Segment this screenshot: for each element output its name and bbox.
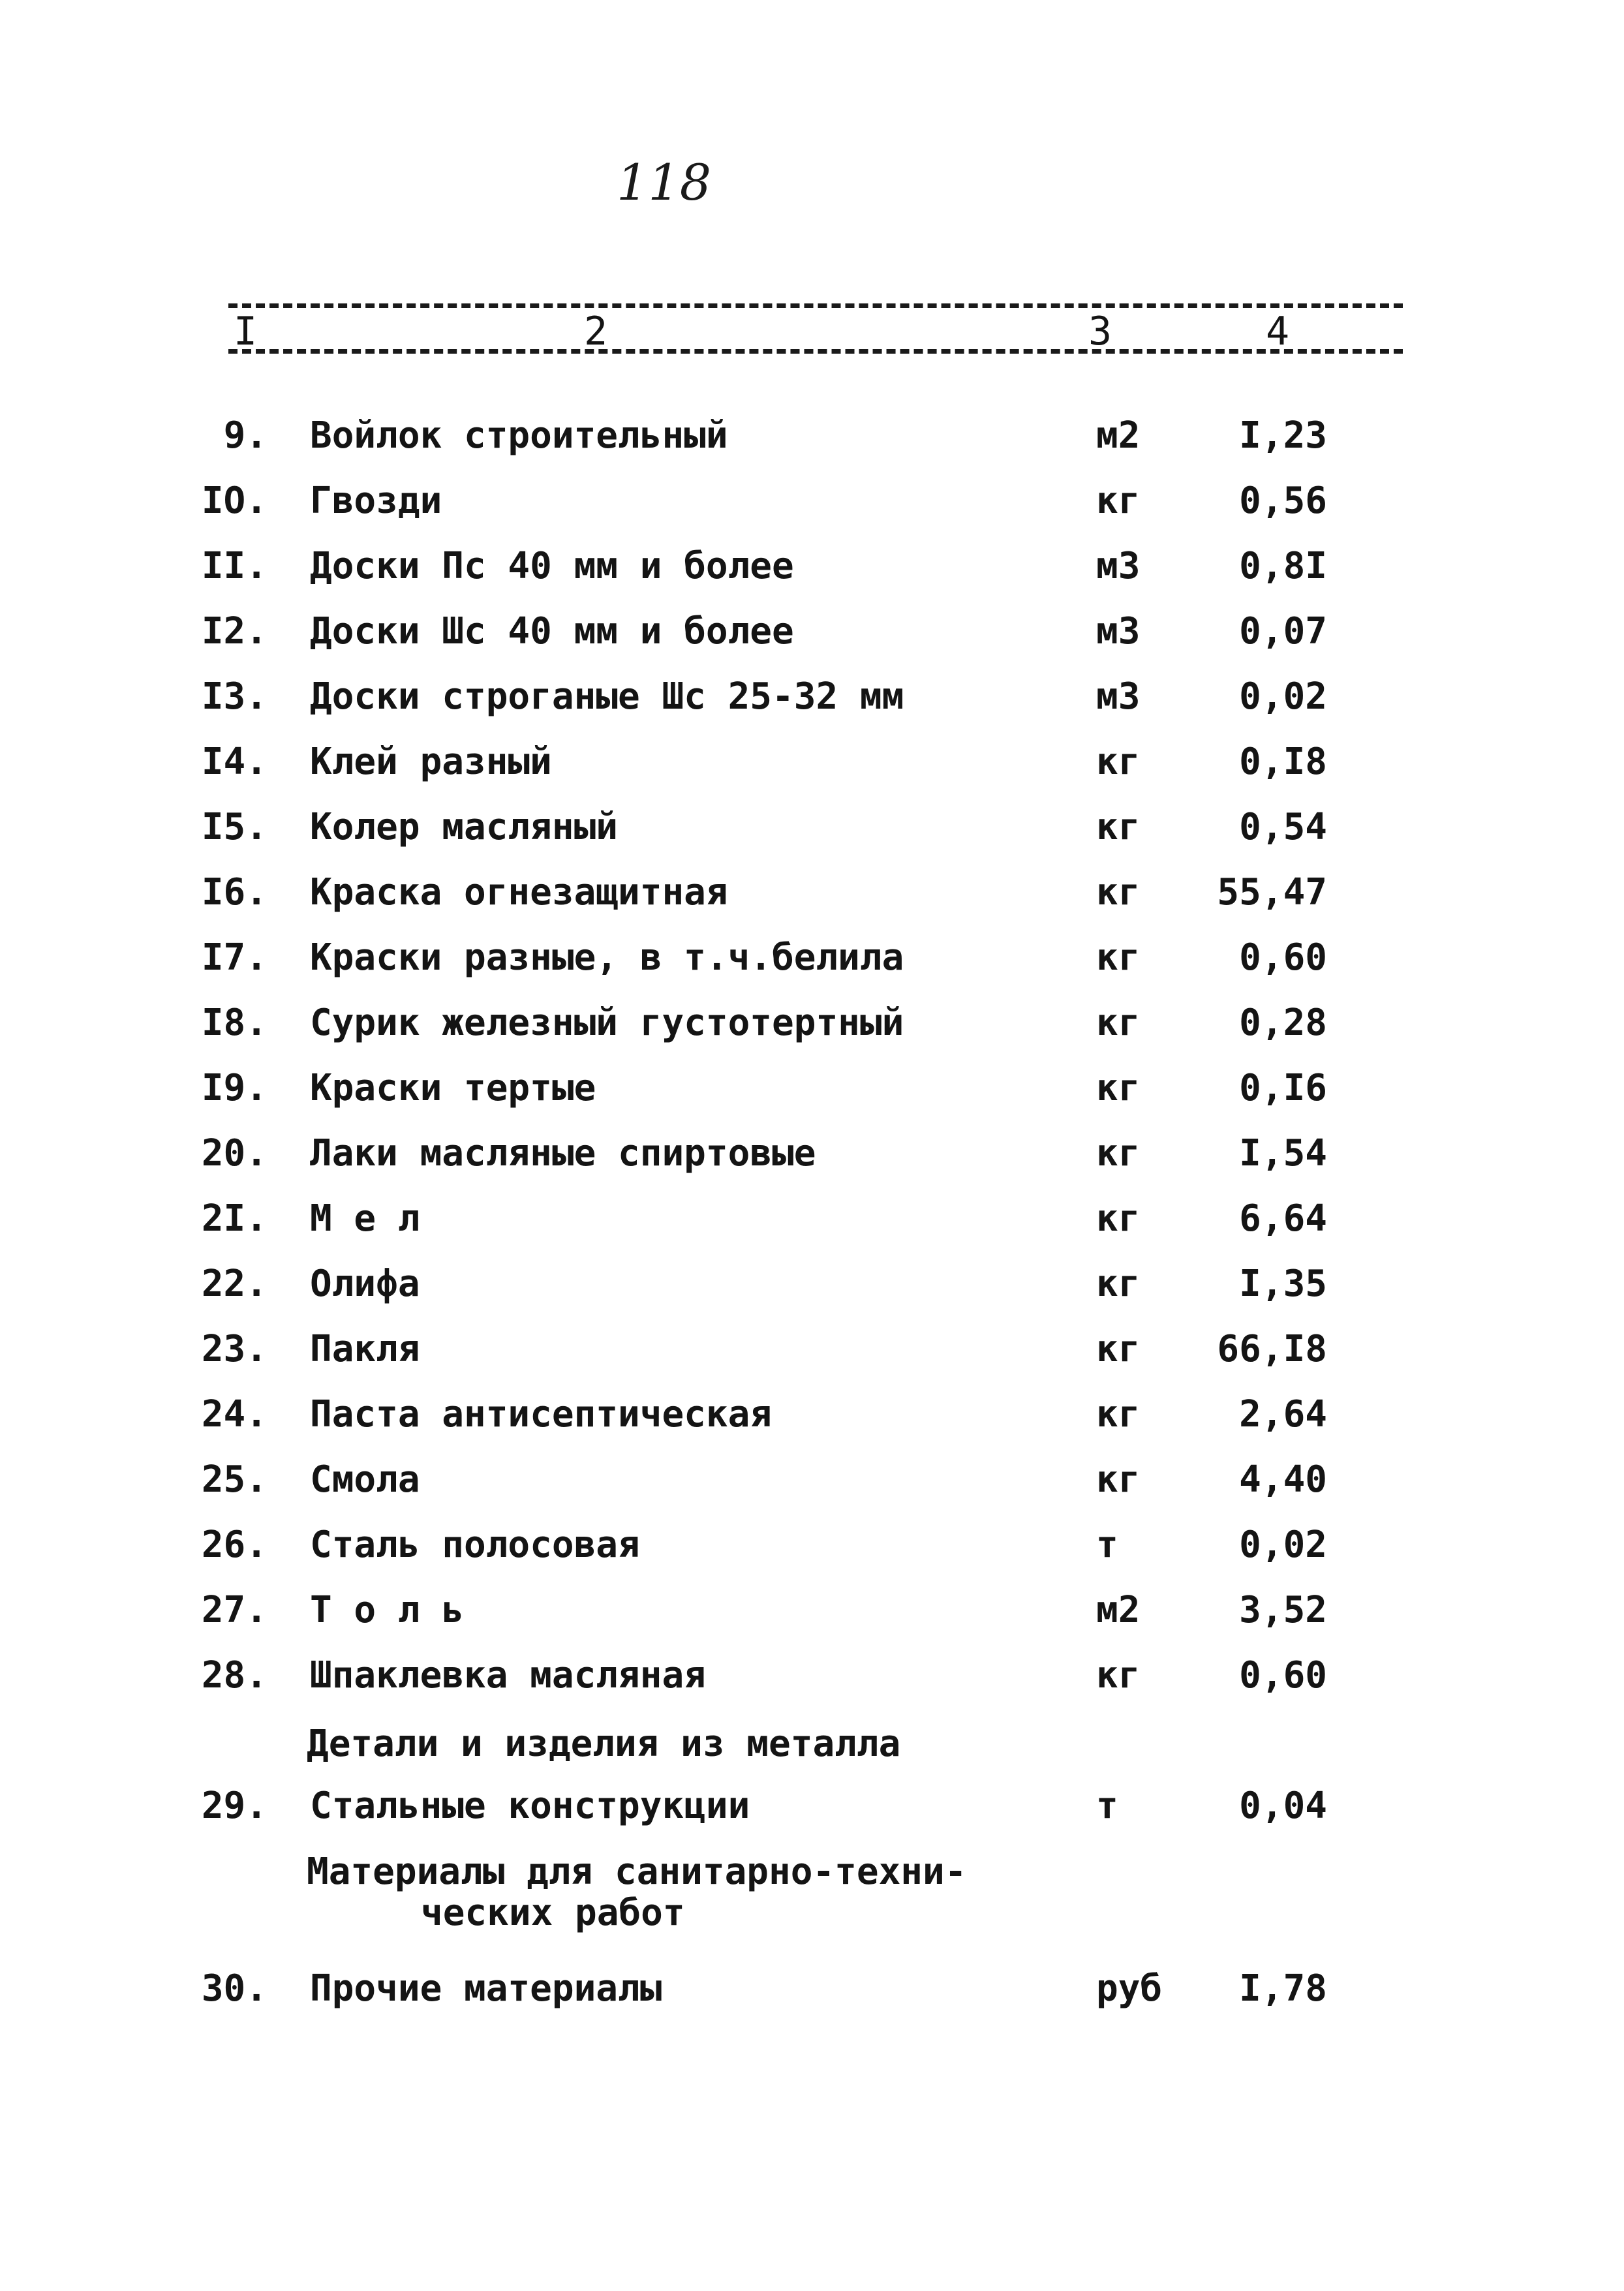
section-heading-sanitary [307,1852,966,1933]
row-quantity: 0,60 [1239,936,1327,979]
table-row [0,1002,1624,1057]
row-material-name: Пакля [310,1328,420,1370]
row-quantity: 0,I6 [1239,1067,1327,1109]
row-unit: м2 [1096,1589,1141,1631]
row-quantity: 55,47 [1217,871,1327,914]
row-number: I3. [201,675,268,718]
row-quantity: I,54 [1239,1132,1327,1175]
row-number: 25. [201,1458,268,1501]
table-row [0,610,1624,666]
row-quantity: I,23 [1239,414,1327,457]
row-material-name: Гвозди [310,480,442,522]
row-material-name: Сурик железный густотертный [310,1002,904,1044]
row-number: 30. [201,1967,268,2010]
row-quantity: 0,54 [1239,806,1327,848]
table-row [0,871,1624,927]
table-row [0,675,1624,731]
row-material-name: Т о л ь [310,1589,465,1631]
row-unit: кг [1096,1393,1141,1436]
row-unit: кг [1096,741,1141,783]
row-number: 23. [201,1328,268,1370]
table-row [0,480,1624,535]
table-row [0,1197,1624,1253]
row-material-name: Лаки масляные спиртовые [310,1132,816,1175]
row-number: 2I. [201,1197,268,1240]
section-heading-metal: Детали и изделия из металла [307,1723,901,1765]
row-unit: руб [1096,1967,1163,2010]
table-row [0,1589,1624,1644]
table-row [0,936,1624,992]
row-number: I2. [201,610,268,653]
row-quantity: 3,52 [1239,1589,1327,1631]
section-heading-line: Материалы для санитарно-техни- [307,1851,967,1893]
row-number: I8. [201,1002,268,1044]
row-material-name: Стальные конструкции [310,1785,750,1827]
row-quantity: 0,02 [1239,675,1327,718]
row-number: I9. [201,1067,268,1109]
row-material-name: Краски разные, в т.ч.белила [310,936,904,979]
column-header-4: 4 [1266,309,1290,354]
row-material-name: Олифа [310,1263,420,1305]
row-material-name: Доски строганые Шс 25-32 мм [310,675,904,718]
row-quantity: 2,64 [1239,1393,1327,1436]
row-quantity: 66,I8 [1217,1328,1327,1370]
table-row [0,1132,1624,1188]
row-quantity: I,78 [1239,1967,1327,2010]
row-number: 26. [201,1524,268,1566]
row-quantity: 0,02 [1239,1524,1327,1566]
row-material-name: Войлок строительный [310,414,728,457]
row-unit: м3 [1096,545,1141,587]
row-quantity: 0,8I [1239,545,1327,587]
table-row [0,1458,1624,1514]
row-quantity: 6,64 [1239,1197,1327,1240]
row-number: 20. [201,1132,268,1175]
row-material-name: Доски Шс 40 мм и более [310,610,794,653]
row-number: 24. [201,1393,268,1436]
row-unit: кг [1096,1002,1141,1044]
table-row [0,1524,1624,1579]
row-unit: кг [1096,806,1141,848]
row-unit: кг [1096,936,1141,979]
table-row [0,1967,1624,2023]
row-unit: кг [1096,1263,1141,1305]
row-unit: м3 [1096,675,1141,718]
row-quantity: 0,28 [1239,1002,1327,1044]
row-quantity: 0,60 [1239,1654,1327,1697]
row-unit: кг [1096,871,1141,914]
row-material-name: Паста антисептическая [310,1393,773,1436]
row-number: I7. [201,936,268,979]
row-unit: кг [1096,1458,1141,1501]
row-number: 29. [201,1785,268,1827]
table-row [0,1785,1624,1840]
table-row [0,1393,1624,1449]
row-number: I6. [201,871,268,914]
row-number: IO. [201,480,268,522]
table-row [0,1654,1624,1710]
row-unit: т [1096,1785,1118,1827]
row-unit: кг [1096,480,1141,522]
table-row [0,1067,1624,1122]
row-unit: м2 [1096,414,1141,457]
row-unit: кг [1096,1197,1141,1240]
row-quantity: 0,I8 [1239,741,1327,783]
row-quantity: I,35 [1239,1263,1327,1305]
row-unit: кг [1096,1132,1141,1175]
row-number: 27. [201,1589,268,1631]
row-quantity: 0,04 [1239,1785,1327,1827]
row-unit: кг [1096,1654,1141,1697]
column-header-3: 3 [1088,309,1112,354]
row-number: II. [201,545,268,587]
row-material-name: Краска огнезащитная [310,871,728,914]
row-unit: т [1096,1524,1118,1566]
table-row [0,806,1624,861]
page-number: 118 [617,153,712,211]
row-quantity: 0,56 [1239,480,1327,522]
row-material-name: Сталь полосовая [310,1524,640,1566]
column-header-1: I [234,309,258,354]
row-material-name: Смола [310,1458,420,1501]
table-row [0,545,1624,600]
section-heading-line: ческих работ [421,1891,685,1934]
table-row [0,1328,1624,1383]
table-row [0,1263,1624,1318]
column-header-2: 2 [584,309,608,354]
row-material-name: Краски тертые [310,1067,596,1109]
row-material-name: Клей разный [310,741,552,783]
row-number: I5. [201,806,268,848]
row-material-name: Прочие материалы [310,1967,662,2010]
row-number: 28. [201,1654,268,1697]
row-material-name: Доски Пс 40 мм и более [310,545,794,587]
table-row [0,414,1624,470]
row-unit: кг [1096,1067,1141,1109]
row-material-name: Шпаклевка масляная [310,1654,706,1697]
row-material-name: Колер масляный [310,806,619,848]
row-number: 9. [223,414,268,457]
row-quantity: 0,07 [1239,610,1327,653]
row-unit: кг [1096,1328,1141,1370]
row-unit: м3 [1096,610,1141,653]
table-row [0,741,1624,796]
row-material-name: М е л [310,1197,420,1240]
row-number: I4. [201,741,268,783]
row-number: 22. [201,1263,268,1305]
row-quantity: 4,40 [1239,1458,1327,1501]
